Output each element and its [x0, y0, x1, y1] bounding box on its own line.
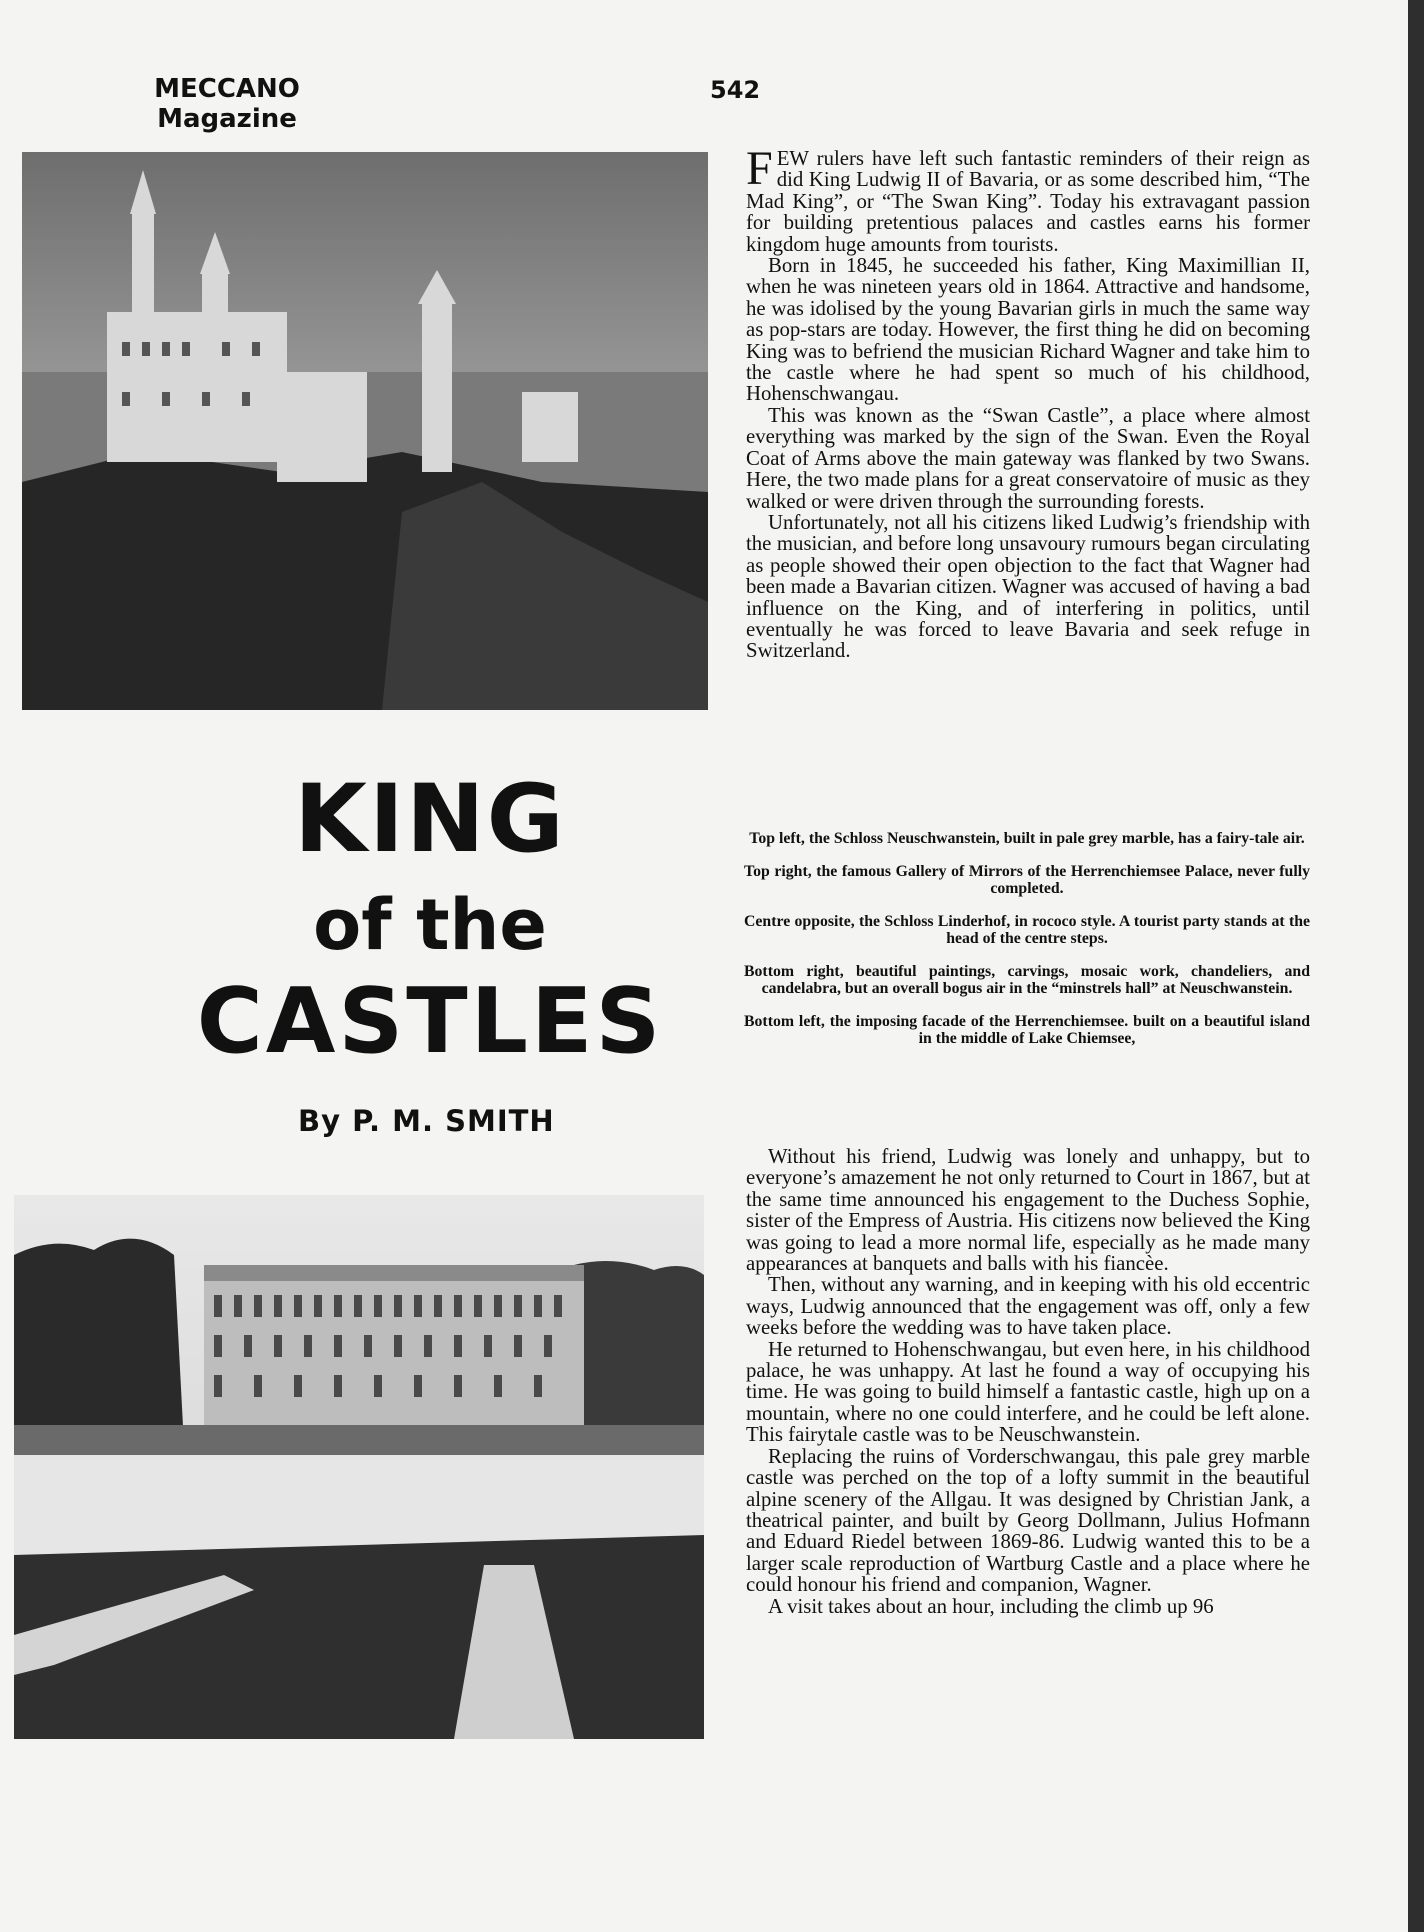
paragraph: Born in 1845, he succeeded his father, King Maximillian II, when he was nineteen years old in 1864. Attractive and handsome, he was idolised by the young Bavarian girls in much the same way as pop-stars are today. However, the first thing he did on becoming King was to befriend the musician Richard Wagner and take him to the castle where he had spent so much of his childhood, Hohenschwangau.	[746, 254, 1310, 406]
paragraph: A visit takes about an hour, including the climb up 96	[768, 1594, 1214, 1618]
title-line1: KING	[294, 765, 566, 874]
paragraph: Then, without any warning, and in keeping with his old eccentric ways, Ludwig announced that the engagement was off, only a few weeks before the wedding was to have taken place.	[746, 1273, 1310, 1340]
caption: Top left, the Schloss Neuschwanstein, built in pale grey marble, has a fairy-tale air.	[749, 830, 1305, 847]
article-body-top	[746, 142, 1310, 663]
paragraph: He returned to Hohenschwangau, but even here, in his childhood palace, he was unhappy. At last he found a way of occupying his time. He was going to build himself a fantastic castle, high up on a mountain, where no one could interfere, and he could be left alone. This fairytale castle was to be Neuschwanstein.	[746, 1337, 1310, 1447]
title-line3: CASTLES	[196, 969, 664, 1074]
title-line2: of the	[313, 884, 547, 966]
article-title	[180, 765, 680, 1074]
photo-captions	[744, 830, 1310, 1063]
herrenchiemsee-photo	[14, 1195, 704, 1739]
neuschwanstein-photo	[22, 152, 708, 710]
page-number: 542	[710, 76, 761, 104]
drop-cap: F	[746, 142, 773, 195]
article-body-bottom	[746, 1146, 1310, 1617]
caption: Top right, the famous Gallery of Mirrors of the Herrenchiemsee Palace, never fully completed.	[744, 863, 1310, 897]
byline: By P. M. SMITH	[298, 1104, 555, 1138]
masthead-line2: Magazine	[157, 104, 297, 134]
caption: Bottom left, the imposing facade of the Herrenchiemsee. built on a beautiful island in the middle of Lake Chiemsee,	[744, 1013, 1310, 1047]
paragraph: Without his friend, Ludwig was lonely and unhappy, but to everyone’s amazement he not only returned to Court in 1867, but at the same time announced his engagement to the Duchess Sophie, sister of the Empress of Austria. His citizens now believed the King was going to lead a more normal life, especially as he made many appearances at banquets and balls with his fiancèe.	[746, 1145, 1310, 1276]
caption: Centre opposite, the Schloss Linderhof, in rococo style. A tourist party stands at the head of the centre steps.	[744, 913, 1310, 947]
paragraph: This was known as the “Swan Castle”, a place where almost everything was marked by the sign of the Swan. Even the Royal Coat of Arms above the main gateway was flanked by two Swans. Here, the two made plans for a great conservatoire of music as they walked or were driven through the surrounding forests.	[746, 403, 1310, 513]
paragraph-text: EW rulers have left such fantastic reminders of their reign as did King Ludwig II of Bavaria, or as some described him, “The Mad King”, or “The Swan King”. Today his extravagant passion for building pretentious palaces and castles earns his former kingdom huge amounts from tourists.	[746, 147, 1310, 256]
caption: Bottom right, beautiful paintings, carvings, mosaic work, chandeliers, and candelabra, but an overall bogus air in the “minstrels hall” at Neuschwanstein.	[744, 963, 1310, 997]
paragraph	[746, 142, 1310, 256]
masthead	[142, 74, 312, 134]
paragraph: Replacing the ruins of Vorderschwangau, this pale grey marble castle was perched on the top of a lofty summit in the beautiful alpine scenery of the Allgau. It was designed by Christian Jank, a theatrical painter, and built by Georg Dollmann, Julius Hofmann and Eduard Riedel between 1869-86. Ludwig wanted this to be a larger scale reproduction of Wartburg Castle and a place where he could honour his friend and companion, Wagner.	[746, 1444, 1310, 1597]
page-edge	[1408, 0, 1424, 1932]
masthead-line1: MECCANO	[154, 74, 300, 104]
paragraph: Unfortunately, not all his citizens liked Ludwig’s friendship with the musician, and before long unsavoury rumours began circulating as people showed their open objection to the fact that Wagner had been made a Bavarian citizen. Wagner was accused of having a bad influence on the King, and of interfering in politics, until eventually he was forced to leave Bavaria and seek refuge in Switzerland.	[746, 510, 1310, 663]
